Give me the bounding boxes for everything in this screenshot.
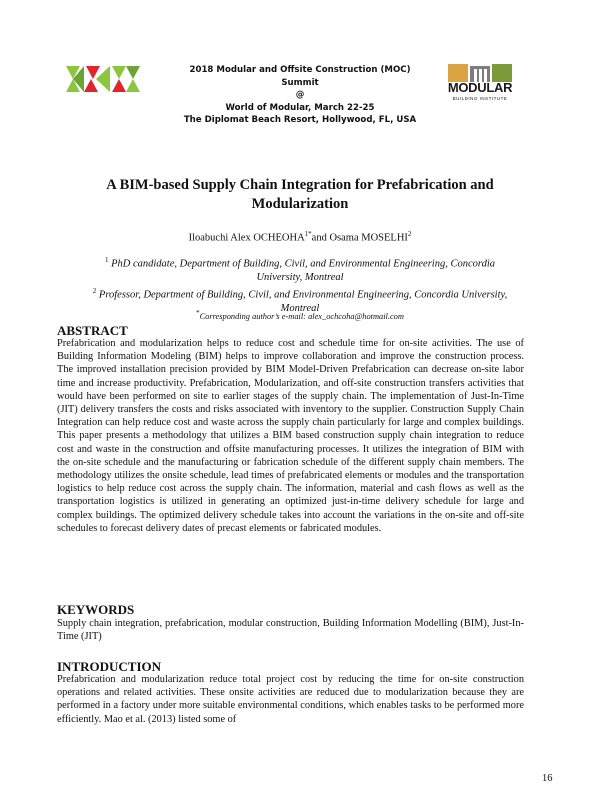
affiliations [90,254,510,315]
moc-logo-shape [112,79,126,92]
modular-building-institute-logo [446,64,514,104]
author-marker: 1* [304,230,312,238]
moc-logo-shape [112,66,126,79]
event-title: 2018 Modular and Offsite Construction (MOC) [189,65,411,75]
abstract-heading: ABSTRACT [57,323,128,338]
paper-title [70,176,530,214]
event-dates: World of Modular, March 22-25 [225,102,375,113]
mbi-brand: MODULAR [447,80,513,95]
event-venue: The Diplomat Beach Resort, Hollywood, FL, USA [183,115,417,125]
conference-header [0,0,600,140]
moc-logo-shape [96,66,110,92]
introduction-heading: INTRODUCTION [57,659,162,674]
event-at: @ [295,90,305,100]
affiliation-marker: 2 [92,286,97,295]
mbi-subtitle: BUILDING INSTITUTE [452,96,508,101]
author-list [70,228,530,245]
author-name: Iloabuchi Alex OCHEOHA [188,232,305,244]
affiliation-text: Professor, Department of Building, Civil, and Environmental Engineering, Concordia University, Montreal [98,289,508,314]
introduction-text: Prefabrication and modularization reduce total project cost by reducing the time for on-site construction operations and related activities. These onsite activities are reduced due to modularization because they are performed in a factory under more suitable environmental conditions, which enables tasks to be performed more efficiently. Mao et al. (2013) listed some of [57,674,524,725]
moc-logo-shape [126,79,140,92]
moc-logo-shape [126,66,140,79]
author-marker: 2 [407,230,412,238]
affiliation-marker: 1 [104,256,109,264]
moc-logo [66,64,142,94]
email-text: Corresponding author’s e-mail: alex_ochcoha@hotmail.com [199,311,404,321]
event-subtitle: Summit [281,77,319,88]
page-number: 16 [542,773,553,784]
affiliation [90,254,510,285]
corresponding-email [90,308,510,322]
moc-logo-shape [84,79,98,92]
moc-logo-shape [86,66,100,79]
title-line: Modularization [251,196,349,212]
abstract-text: Prefabrication and modularization helps to reduce cost and schedule time for on-site activities. The use of Building Information Modeling (BIM) helps to improve collaboration and improve the construction process. The improved installation precision provided by BIM Model-Driven Prefabrication can decrease on-site labor time and increase productivity. Prefabrication, Modularization, and off-site construction transfers activities that would have been performed on site to earlier stages of the supply chain. The implementation of Just-In-Time (JIT) delivery transfers the costs and risks associated with inventory to the supplier. Construction Supply Chain Integration can help reduce cost and waste across the supply chain particularly for large and complex buildings. This paper presents a methodology that utilizes a BIM based construction supply chain integration to reduce cost and waste in the construction and offsite manufacturing processes. It utilizes the integration of BIM with the on-site schedule and the manufacturing or fabrication schedule of the different supply chain members. The methodology utilizes the onsite schedule, lead times of prefabricated elements or modules and the transportation logistics to help reduce cost across the supply chain. The information, material and cash flows as well as the transportation logistics is utilized in generating an optimized just-in-time delivery schedule for large and complex buildings. The optimized delivery schedule takes into account the variations in the on-site and off-site schedules to forecast delivery dates of precast elements or fabricated modules. [57,338,524,534]
affiliation-text: PhD candidate, Department of Building, Civil, and Environmental Engineering, Concordia University, Montreal [111,258,495,283]
keywords-heading: KEYWORDS [57,602,135,617]
author-name: and Osama MOSELHI [311,232,408,244]
event-info [150,64,450,127]
email-marker: * [196,309,200,317]
title-line: A BIM-based Supply Chain Integration for Prefabrication and [106,177,494,193]
keywords-text: Supply chain integration, prefabrication, modular construction, Building Information Modelling (BIM), Just-In-Time (JIT) [57,618,524,643]
